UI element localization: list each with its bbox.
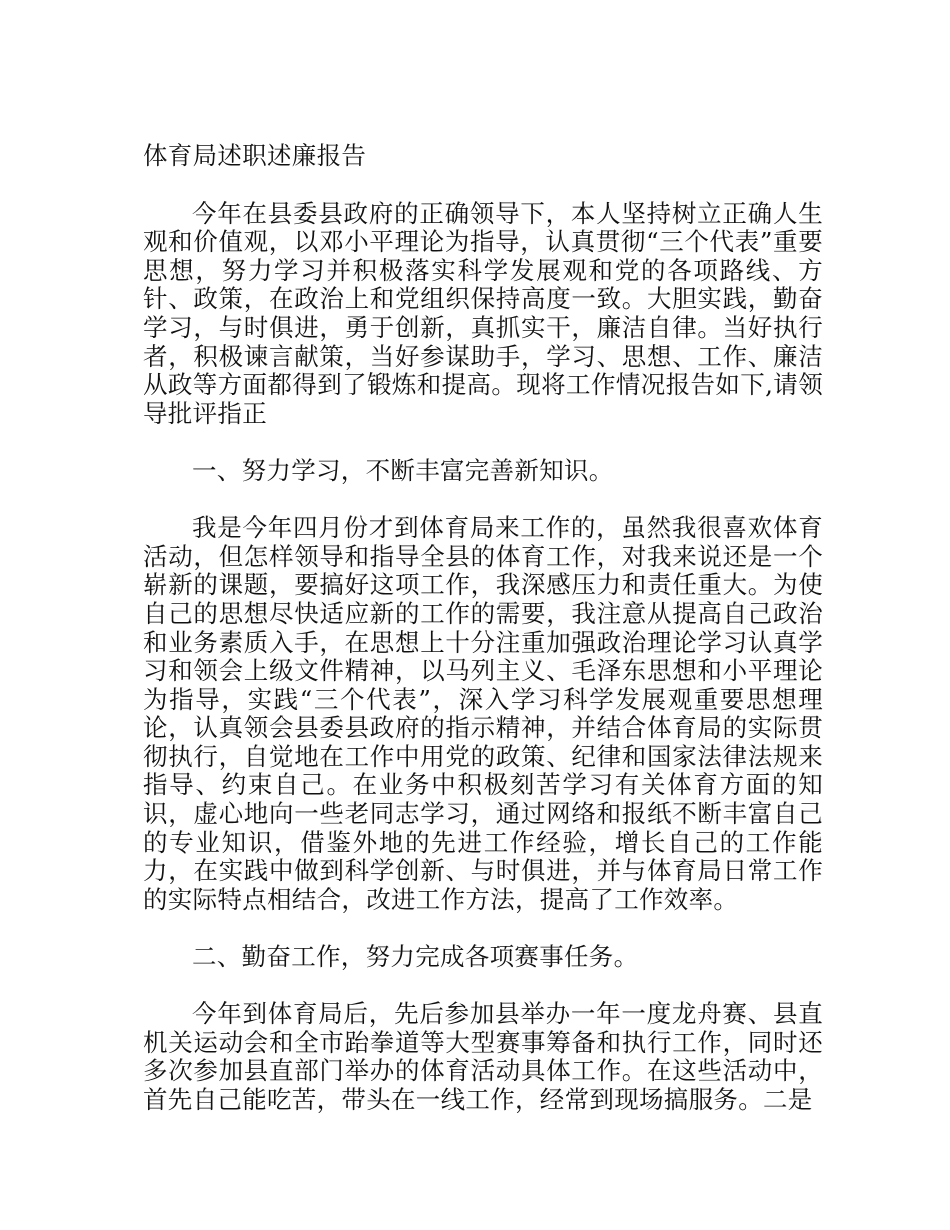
document-title: 体育局述职述廉报告 bbox=[143, 141, 367, 170]
section-1-paragraph: 我是今年四月份才到体育局来工作的，虽然我很喜欢体育活动，但怎样领导和指导全县的体育工作，对我来说还是一个崭新的课题，要搞好这项工作，我深感压力和责任重大。为使自己的思想尽快适应新的工作的需要，我注意从提高自己政治和业务素质入手，在思想上十分注重加强政治理论学习认真学习和领会上级文件精神，以马列主义、毛泽东思想和小平理论为指导，实践“三个代表”，深入学习科学发展观重要思想理论，认真领会县委县政府的指示精神，并结合体育局的实际贯彻执行，自觉地在工作中用党的政策、纪律和国家法律法规来指导、约束自己。在业务中积极刻苦学习有关体育方面的知识，虚心地向一些老同志学习，通过网络和报纸不断丰富自己的专业知识，借鉴外地的先进工作经验，增长自己的工作能力，在实践中做到科学创新、与时俱进，并与体育局日常工作的实际特点相结合，改进工作方法，提高了工作效率。 bbox=[143, 513, 823, 914]
section-2-paragraph: 今年到体育局后，先后参加县举办一年一度龙舟赛、县直机关运动会和全市跆拳道等大型赛事筹备和执行工作，同时还多次参加县直部门举办的体育活动具体工作。在这些活动中，首先自己能吃苦，带头在一线工作，经常到现场搞服务。二是 bbox=[143, 999, 823, 1114]
section-1-heading: 一、努力学习，不断丰富完善新知识。 bbox=[192, 455, 614, 485]
section-2-heading: 二、勤奋工作，努力完成各项赛事任务。 bbox=[192, 942, 639, 972]
document-body bbox=[143, 142, 823, 1143]
intro-paragraph: 今年在县委县政府的正确领导下，本人坚持树立正确人生观和价值观，以邓小平理论为指导，认真贯彻“三个代表”重要思想，努力学习并积极落实科学发展观和党的各项路线、方针、政策，在政治上和党组织保持高度一致。大胆实践，勤奋学习，与时俱进，勇于创新，真抓实干，廉洁自律。当好执行者，积极谏言献策，当好参谋助手，学习、思想、工作、廉洁从政等方面都得到了锻炼和提高。现将工作情况报告如下,请领导批评指正 bbox=[143, 198, 823, 428]
